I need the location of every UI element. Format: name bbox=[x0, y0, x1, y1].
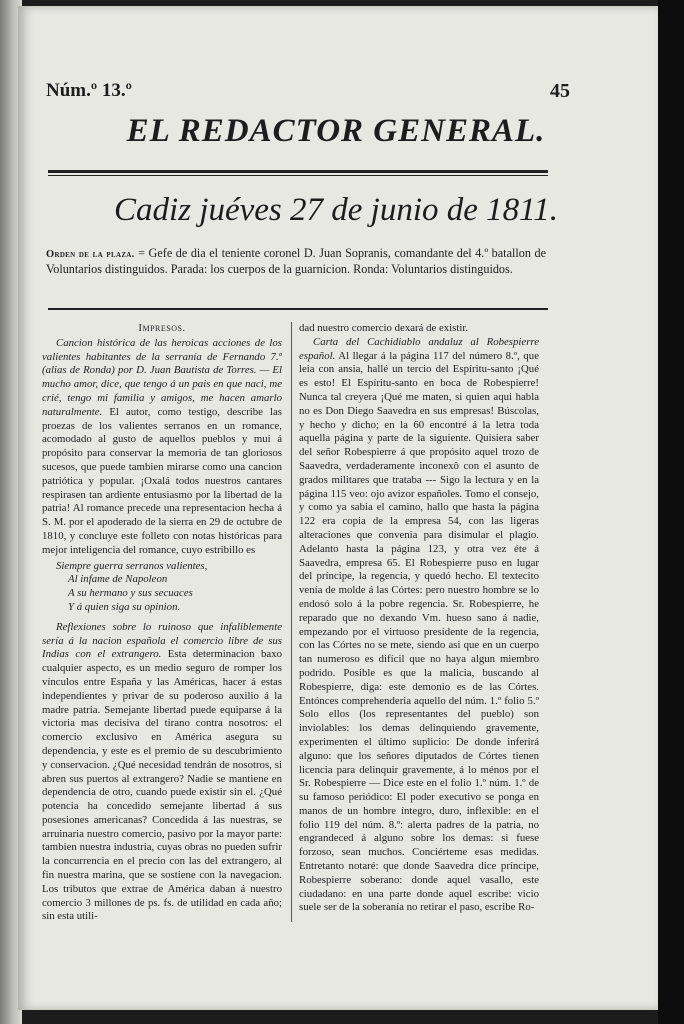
verse-line: Siempre guerra serranos valientes, bbox=[56, 559, 208, 572]
article-cancion-historica bbox=[42, 337, 282, 558]
orden-label: Orden de la plaza. bbox=[46, 249, 135, 260]
page-number: 45 bbox=[550, 80, 570, 102]
verse-line: Al infame de Napoleon bbox=[68, 573, 168, 586]
estribillo-verse bbox=[42, 560, 282, 615]
article-body: Esta determinacion baxo cualquier aspecto, es un medio seguro de romper los vínculos entre España y las Américas, hacer á estas independientes y privar de su poderoso auxilio á la madre patria. Semejante libertad puede equiparse á la victoria mas decisiva del tirano contra nosotros: el comercio exclusivo en América asegura su dependencia, y este es el premio de su descubrimiento y conservacion. ¿Qué necesidad tendrán de nosotros, si abren sus puertos al extrangero? Nadie se mantiene en dependencia de otro, cuando puede existir sin el. ¿Qué potencia ha concedido semejante libertad á sus posesiones americanas? Concedida á las nuestras, se arruinaria nuestro comercio, pasivo por la mayor parte: tambien nuestra industria, cuyas obras no pueden sufrir la concurrencia en el precio con las del extrangero, al fin nuestra marina, que se sostiene con la navegacion. Los tributos que extrae de América daban á nuestro comercio 3 millones de ps. fs. de utilidad en cada año; sin esta utili- bbox=[42, 648, 282, 922]
left-column bbox=[42, 322, 282, 922]
article-body: Al llegar á la página 117 del número 8.º, que leia con ansia, hallé un tercio del Espíritu-santo ¡Qué es esto! El Espíritu-santo en boca de Robespierre! Nunca tal creyera ¡Qué me maten, si quien aqui habla no es Don Diego Saavedra en sus empresas! Búscolas, y hecho y dicho; en la 60 encontré á la letra toda aquella página y parte de la siguiente. Quisiera saber del señor Robespierre á que propósito aquel trozo de Saavedra, verdaderamente inconexô con el asunto de grados militares que trataba --- Sigo la lectura y en la página 115 veo: ojo avizor españoles. Tomo el consejo, y como ya sabia el camino, hallo que hasta la página 122 era copia de la empresa 54, con las ligeras alteraciones que convenia para disimular el plagio. Adelanto hasta la página 123, y otra vez éte á Saavedra, empresa 65. El Robespierre puso en lugar del príncipe, la regencia, y quedó hecho. El textecito venía de molde á las Córtes: pero nuestro hombre se lo endosó solo á la pobre regencia. Sr. Robespierre, he reparado que no dexando Vm. hueso sano á nadie, empezando por el virtuoso presidente de la regencia, con las Córtes no se mete, siendo asi que en un cuerpo tan numeroso es difícil que no haya algun miembro podrido. Posible es que la malicia, buscando al Robespierre, diga: este demonio es de las Córtes. Entónces comprehenderia aquello del núm. 1.º folio 5.º Solo ellos (los representantes del pueblo) son inviolables: los demas delinquiendo gravemente, experimenten el último suplicio: De donde inferirá alguno: que los señores diputados de Córtes tienen licencia para delinquir gravemente, á lo ménos por el Sr. Robespierre — Dice este en el folio 1.º núm. 1.º de su famoso periódico: El poder executivo se ponga en manos de un hombre íntegro, duro, inflexible: en el folio 119 del núm. 8.º: alerta padres de la patria, no engrandeced á alguno sobre los demas: si fuese forzoso, sean muchos. Conciérteme esas medidas. Entretanto notaré: que donde Saavedra dice príncipe, Robespierre soberano: donde aquel vasallo, este ciudadano: en una parte donde aquel escribe: vicio suele ser de la soberanía no retirar el paso, escribe Ro- bbox=[299, 349, 539, 914]
orden-text: = Gefe de dia el teniente coronel D. Juan Sopranis, comandante del 4.º batallon de Voluntarios distinguidos. Parada: los cuerpos de la guarnicion. Ronda: Voluntarios distinguidos. bbox=[46, 246, 546, 276]
masthead-rule-thin bbox=[48, 175, 548, 176]
article-title: Carta del Cachidiablo andaluz al Robespierre español. bbox=[299, 335, 539, 362]
section-rule bbox=[48, 308, 548, 310]
masthead-rule-thick bbox=[48, 170, 548, 173]
right-column bbox=[299, 322, 539, 932]
article-quote: — El mucho amor, dice, que tengo á un pais en que naci, me crié, tengo mi familia y amigos, me hacen amarlo naturalmente. bbox=[42, 364, 282, 418]
issue-number: Núm.º 13.º bbox=[46, 80, 132, 101]
article-carta-cachidiablo bbox=[299, 336, 539, 915]
section-heading-impresos: Impresos. bbox=[138, 322, 186, 334]
newspaper-page bbox=[18, 6, 658, 1010]
dateline: Cadiz juéves 27 de junio de 1811. bbox=[114, 192, 558, 228]
masthead-title: EL REDACTOR GENERAL. bbox=[126, 113, 546, 149]
verse-line: Y á quien siga su opinion. bbox=[68, 600, 181, 613]
orden-de-la-plaza bbox=[46, 246, 546, 276]
article-title: Cancion histórica de las heroicas acciones de los valientes habitantes de la serranía de Fernando 7.º (alias de Ronda) por D. Juan Bautista de Torres. bbox=[42, 336, 282, 377]
continuation-text: dad nuestro comercio dexará de existir. bbox=[299, 322, 469, 334]
article-title: Reflexiones sobre lo ruinoso que infaliblemente sería á la nacion española el comercio libre de sus Indias con el extrangero. bbox=[42, 620, 282, 661]
article-body: El autor, como testigo, describe las proezas de los valientes serranos en un romance, acomodado al gusto de aquellos pueblos y mui á propósito para conservar la memoria de tan gloriosos sucesos, que puede tambien mirarse como una cancion patriótica y popular. ¡Oxalá todos nuestros cantares respirasen tan ardiente entusiasmo por la libertad de la patria! Al romance precede una representacion hecha á S. M. por el apoderado de la sierra en 29 de octubre de 1810, y concluye este folleto con notas históricas para mejor inteligencia del romance, cuyo estribillo es bbox=[42, 405, 282, 556]
scan-background bbox=[658, 0, 684, 1024]
column-divider bbox=[291, 322, 292, 922]
verse-line: A su hermano y sus secuaces bbox=[68, 587, 193, 600]
article-reflexiones bbox=[42, 621, 282, 922]
